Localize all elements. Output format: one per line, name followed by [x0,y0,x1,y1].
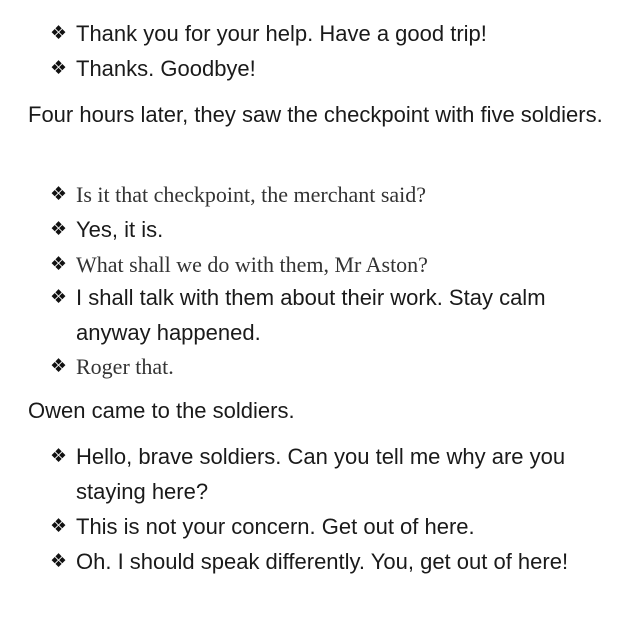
dialogue-text: Thank you for your help. Have a good trip! [76,21,487,46]
diamond-bullet-icon: ❖ [50,515,68,537]
dialogue-text: Thanks. Goodbye! [76,56,256,81]
dialogue-line [50,247,610,282]
diamond-bullet-icon: ❖ [50,253,68,275]
dialogue-text: Is it that checkpoint, the merchant said? [76,182,427,207]
dialogue-line [50,16,610,51]
dialogue-text: Hello, brave soldiers. Can you tell me why are you staying here? [76,444,566,504]
diamond-bullet-icon: ❖ [50,22,68,44]
dialogue-line [50,177,610,212]
diamond-bullet-icon: ❖ [50,183,68,205]
dialogue-line [50,349,610,384]
narration-paragraph: Owen came to the soldiers. [28,398,295,423]
diamond-bullet-icon: ❖ [50,218,68,240]
narration-paragraph: Four hours later, they saw the checkpoint with five soldiers. [28,102,603,127]
dialogue-line [50,509,610,544]
diamond-bullet-icon: ❖ [50,57,68,79]
dialogue-text: This is not your concern. Get out of here. [76,514,475,539]
dialogue-line [50,280,550,350]
dialogue-text: Oh. I should speak differently. You, get out of here! [76,549,569,574]
dialogue-line [50,212,610,247]
diamond-bullet-icon: ❖ [50,355,68,377]
dialogue-line [50,544,570,579]
diamond-bullet-icon: ❖ [50,550,68,572]
dialogue-text: What shall we do with them, Mr Aston? [76,252,428,277]
diamond-bullet-icon: ❖ [50,445,68,467]
dialogue-text: Yes, it is. [76,217,164,242]
dialogue-text: I shall talk with them about their work. Stay calm anyway happened. [76,285,546,345]
dialogue-text: Roger that. [76,354,174,379]
dialogue-line [50,439,570,509]
dialogue-line [50,51,610,86]
diamond-bullet-icon: ❖ [50,286,68,308]
